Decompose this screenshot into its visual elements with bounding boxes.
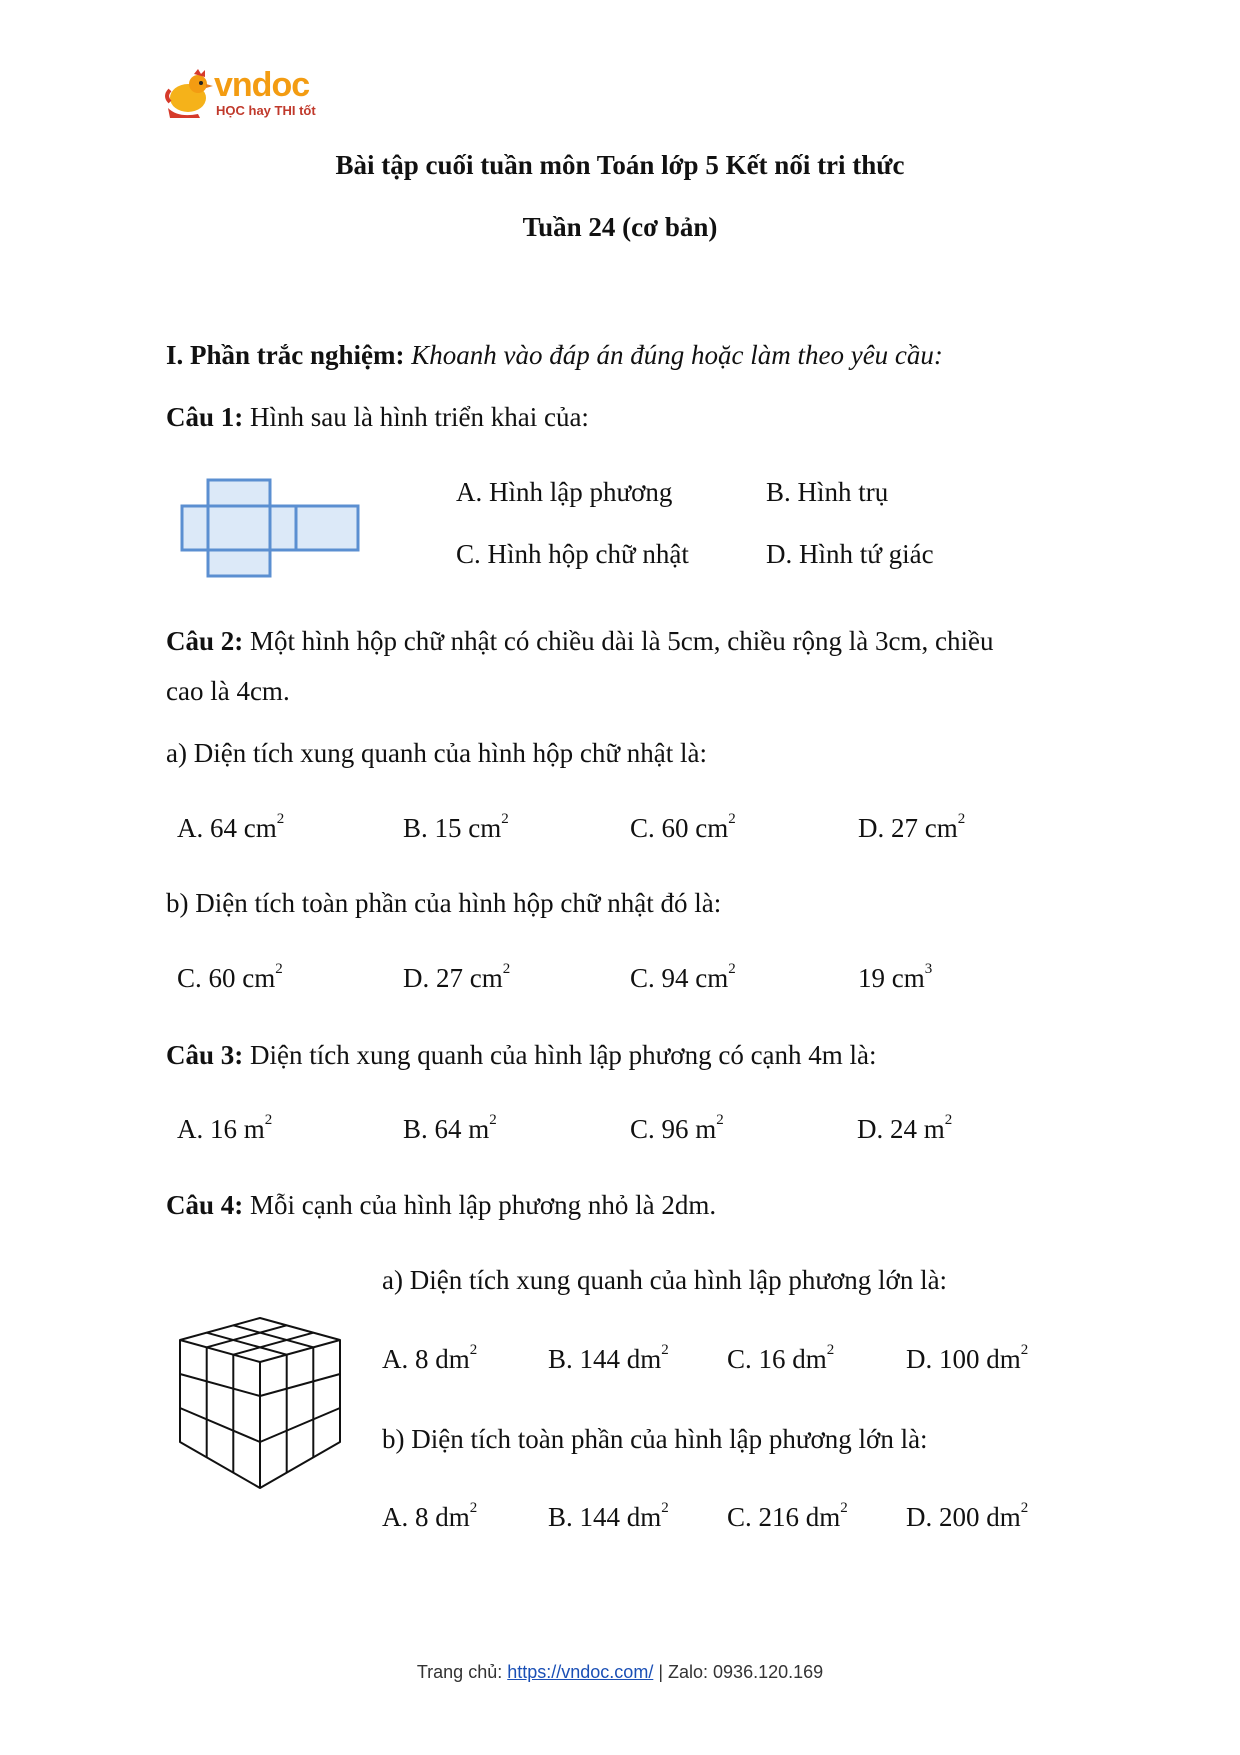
q2-part-a: a) Diện tích xung quanh của hình hộp chữ nhật là: <box>166 738 707 768</box>
homepage-link[interactable]: https://vndoc.com/ <box>507 1662 654 1682</box>
q2a-option-a[interactable]: A. 64 $cm^2$ <box>177 811 285 843</box>
question-2 <box>166 626 993 657</box>
section-instruction: Khoanh vào đáp án đúng hoặc làm theo yêu cầu: <box>411 340 943 370</box>
question-text: Một hình hộp chữ nhật có chiều dài là 5cm, chiều rộng là 3cm, chiều <box>250 626 994 656</box>
q2a-option-c[interactable]: C. 60 $cm^2$ <box>630 811 736 843</box>
rooster-logo-icon <box>164 68 216 120</box>
document-title: Bài tập cuối tuần môn Toán lớp 5 Kết nối tri thức <box>335 150 905 180</box>
q4a-option-d[interactable]: D. 100 $dm^2$ <box>906 1342 1029 1374</box>
section-heading <box>166 340 943 371</box>
q1-option-a[interactable]: A. Hình lập phương <box>456 477 673 507</box>
q1-option-b[interactable]: B. Hình trụ <box>766 477 889 507</box>
q1-option-c[interactable]: C. Hình hộp chữ nhật <box>456 539 689 569</box>
rubik-cube-figure <box>176 1312 346 1492</box>
net-face-back <box>296 506 358 550</box>
question-label: Câu 2: <box>166 626 244 656</box>
q3-option-d[interactable]: D. 24 $m^2$ <box>857 1112 953 1144</box>
q2b-option-3[interactable]: C. 94 $cm^2$ <box>630 961 736 993</box>
q2b-option-1[interactable]: C. 60 $cm^2$ <box>177 961 283 993</box>
question-label: Câu 4: <box>166 1190 244 1220</box>
q2b-option-4[interactable]: 19 $cm^3$ <box>858 961 933 993</box>
question-label: Câu 1: <box>166 402 244 432</box>
question-1 <box>166 402 589 433</box>
cuboid-net-figure <box>180 478 362 578</box>
q4a-option-b[interactable]: B. 144 $dm^2$ <box>548 1342 669 1374</box>
q4b-option-a[interactable]: A. 8 $dm^2$ <box>382 1500 478 1532</box>
net-face-left <box>182 506 208 550</box>
net-face-top <box>208 480 270 506</box>
q3-option-b[interactable]: B. 64 $m^2$ <box>403 1112 497 1144</box>
question-text: Diện tích xung quanh của hình lập phương có cạnh 4m là: <box>250 1040 877 1070</box>
question-text: Hình sau là hình triển khai của: <box>250 402 589 432</box>
q1-option-d[interactable]: D. Hình tứ giác <box>766 539 934 569</box>
net-face-right <box>270 506 296 550</box>
logo-tagline: HỌC hay THI tốt <box>216 103 316 118</box>
q3-option-c[interactable]: C. 96 $m^2$ <box>630 1112 724 1144</box>
q2a-option-b[interactable]: B. 15 $cm^2$ <box>403 811 509 843</box>
q2-part-b: b) Diện tích toàn phần của hình hộp chữ nhật đó là: <box>166 888 722 918</box>
q4-part-b: b) Diện tích toàn phần của hình lập phương lớn là: <box>382 1424 928 1454</box>
footer-prefix: Trang chủ: <box>416 1662 503 1682</box>
section-label: I. Phần trắc nghiệm: <box>166 340 405 370</box>
q4a-option-c[interactable]: C. 16 $dm^2$ <box>727 1342 835 1374</box>
q4-part-a: a) Diện tích xung quanh của hình lập phương lớn là: <box>382 1265 948 1295</box>
q2b-option-2[interactable]: D. 27 $cm^2$ <box>403 961 511 993</box>
q4b-option-b[interactable]: B. 144 $dm^2$ <box>548 1500 669 1532</box>
question-3 <box>166 1040 877 1071</box>
footer-contact: | Zalo: 0936.120.169 <box>658 1662 824 1682</box>
net-face-bottom <box>208 550 270 576</box>
document-subtitle: Tuần 24 (cơ bản) <box>522 212 718 242</box>
q2a-option-d[interactable]: D. 27 $cm^2$ <box>858 811 966 843</box>
q4b-option-c[interactable]: C. 216 $dm^2$ <box>727 1500 848 1532</box>
q4b-option-d[interactable]: D. 200 $dm^2$ <box>906 1500 1029 1532</box>
logo-word: vndoc <box>214 66 310 104</box>
question-text: Mỗi cạnh của hình lập phương nhỏ là 2dm. <box>250 1190 717 1220</box>
q3-option-a[interactable]: A. 16 $m^2$ <box>177 1112 273 1144</box>
question-label: Câu 3: <box>166 1040 244 1070</box>
question-2-continued: cao là 4cm. <box>166 676 290 706</box>
page-footer <box>0 1662 1240 1683</box>
net-face-front <box>208 506 270 550</box>
q4a-option-a[interactable]: A. 8 $dm^2$ <box>382 1342 478 1374</box>
question-4 <box>166 1190 716 1221</box>
